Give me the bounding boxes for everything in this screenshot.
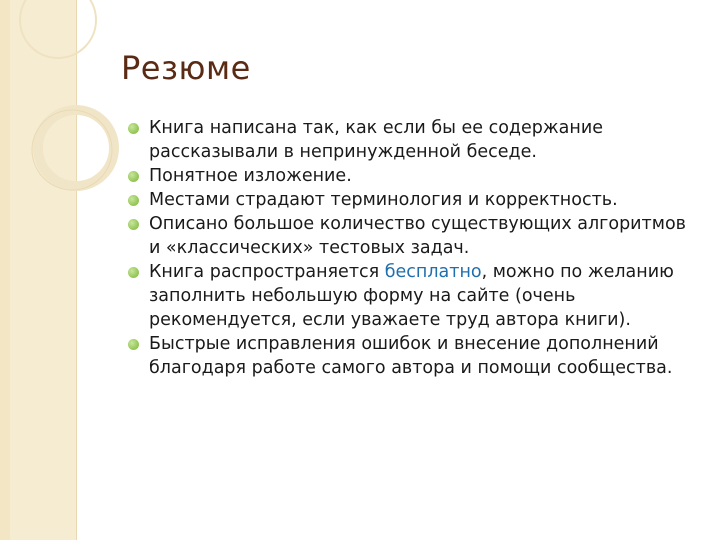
list-item: [128, 332, 702, 380]
bullet-text-before-link: Книга распространяется: [149, 262, 385, 282]
list-item: [128, 188, 702, 212]
circle-bullet-icon: [128, 195, 139, 206]
bullet-list: [128, 116, 702, 380]
free-download-link[interactable]: бесплатно: [384, 262, 482, 282]
list-item: [128, 116, 702, 164]
list-item: [128, 260, 702, 332]
slide-title: Резюме: [121, 49, 251, 87]
list-item: [128, 212, 702, 260]
bullet-text: Понятное изложение.: [149, 166, 352, 186]
bullet-text-after-link: , можно по желанию заполнить небольшую форму на сайте (очень рекомендуется, если уважаете труд автора книги).: [149, 262, 674, 330]
list-item: [128, 164, 702, 188]
circle-bullet-icon: [128, 219, 139, 230]
bullet-text: Местами страдают терминология и корректность.: [149, 190, 618, 210]
bullet-text: Описано большое количество существующих алгоритмов и «классических» тестовых задач.: [149, 214, 686, 258]
bullet-text: Книга написана так, как если бы ее содержание рассказывали в непринужденной беседе.: [149, 118, 603, 162]
circle-bullet-icon: [128, 339, 139, 350]
circle-bullet-icon: [128, 171, 139, 182]
circle-bullet-icon: [128, 123, 139, 134]
decorative-circles-icon: [0, 0, 120, 200]
circle-bullet-icon: [128, 267, 139, 278]
bullet-text: Быстрые исправления ошибок и внесение дополнений благодаря работе самого автора и помощи сообщества.: [149, 334, 673, 378]
